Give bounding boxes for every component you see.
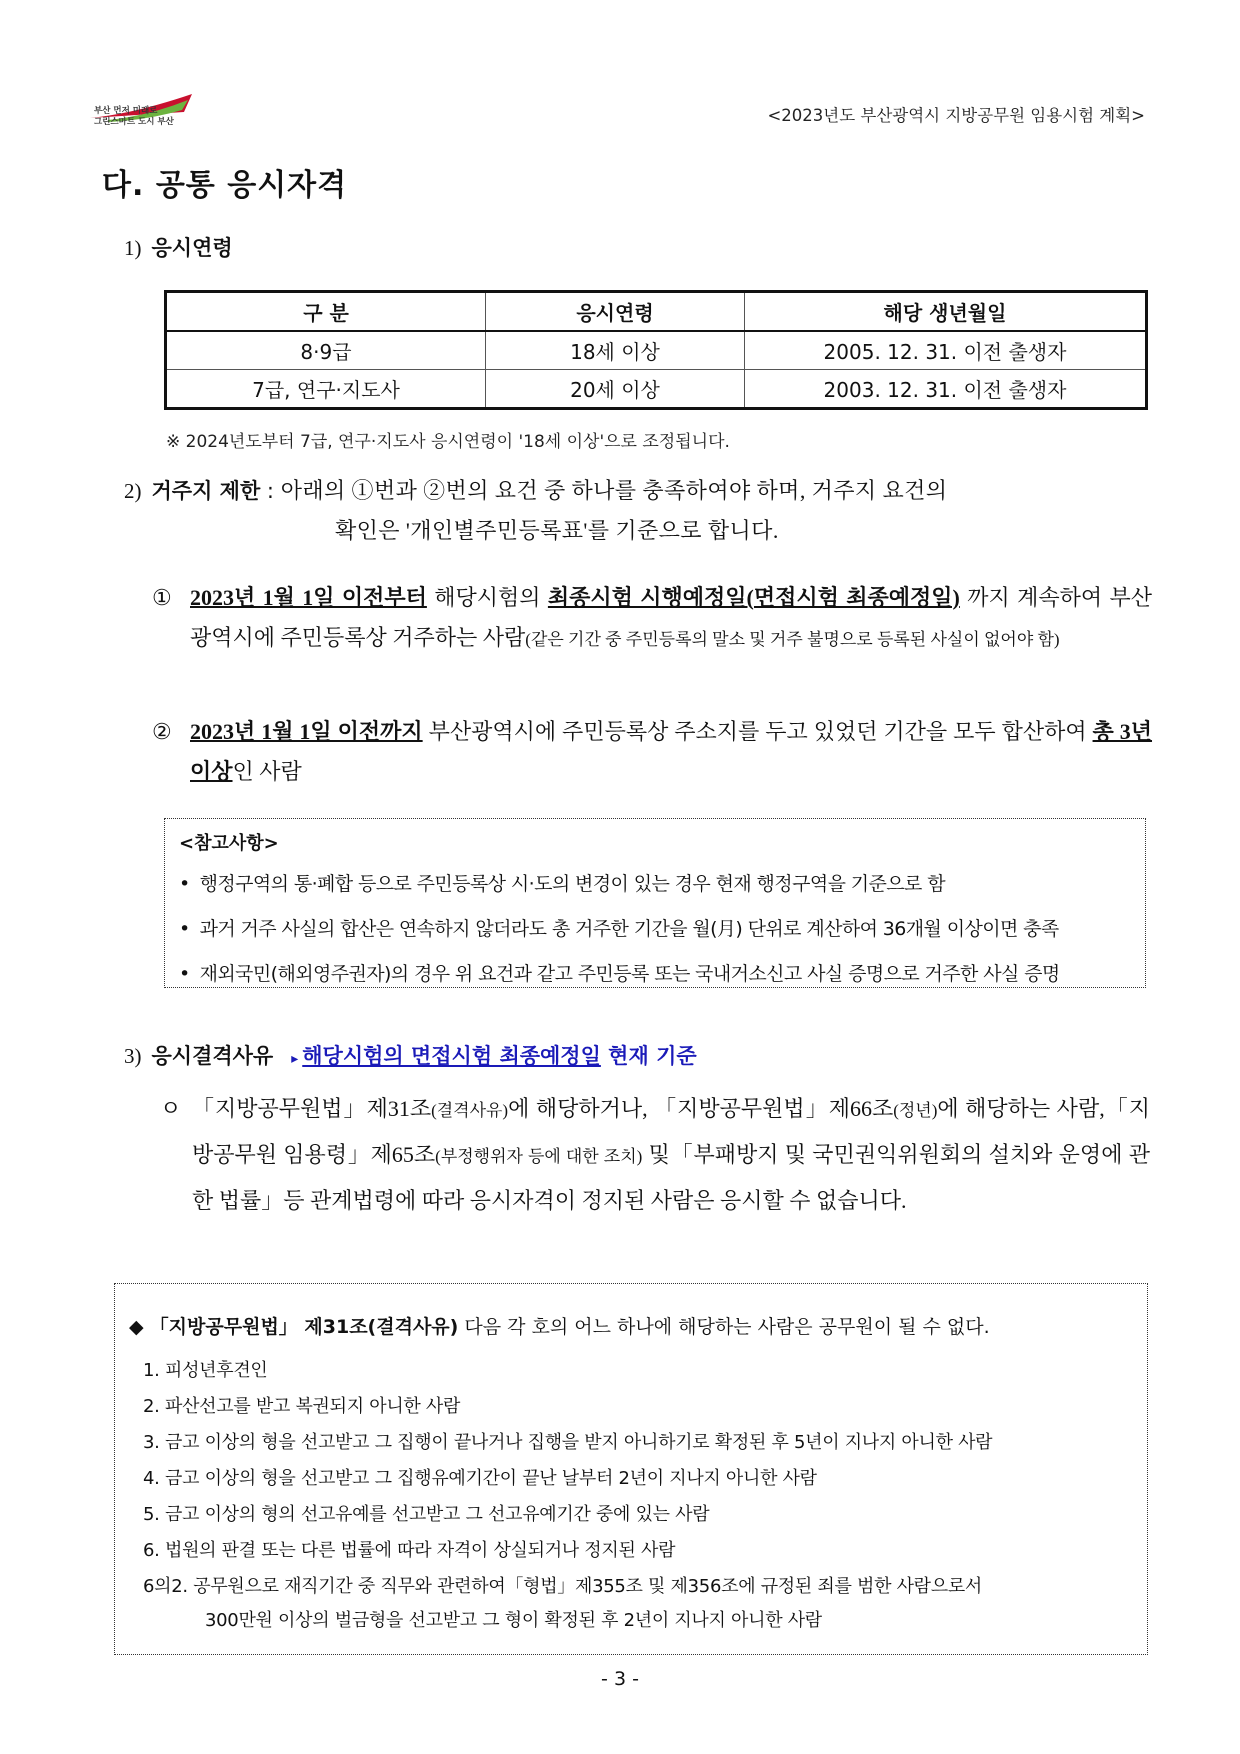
disq-basis-rest: 현재 기준 — [600, 1044, 697, 1068]
disq-heading-text: 응시결격사유 — [151, 1044, 274, 1068]
page-number: - 3 - — [601, 1668, 639, 1690]
table-cell: 20세 이상 — [486, 370, 745, 409]
item-1-bold1: 2023년 1월 1일 이전부터 — [190, 585, 427, 610]
law-title-rest: 다음 각 호의 어느 하나에 해당하는 사람은 공무원이 될 수 없다. — [458, 1316, 990, 1338]
table-row — [166, 370, 1147, 409]
disq-basis-underlined: 해당시험의 면접시험 최종예정일 — [302, 1044, 601, 1068]
list-item: • 과거 거주 사실의 합산은 연속하지 않더라도 총 거주한 기간을 월(月) 단위로 계산하여 36개월 이상이면 충족 — [179, 909, 1060, 954]
reference-list — [179, 864, 1060, 999]
residence-text1: 아래의 ①번과 ②번의 요건 중 하나를 충족하여야 하며, 거주지 요건의 — [280, 478, 948, 503]
item-2-body — [190, 712, 1152, 792]
residence-number: 2) — [124, 479, 142, 503]
item-1-mark: ① — [152, 585, 172, 610]
table-cell: 8·9급 — [166, 331, 486, 370]
table-cell: 18세 이상 — [486, 331, 745, 370]
diamond-icon: ◆ — [129, 1316, 144, 1338]
law-item-6-2-line2: 300만원 이상의 벌금형을 선고받고 그 형이 확정된 후 2년이 지나지 아니한 사람 — [205, 1610, 822, 1631]
disq-basis — [291, 1044, 696, 1068]
law-box — [114, 1283, 1148, 1655]
list-item: 6. 법원의 판결 또는 다른 법률에 따라 자격이 상실되거나 정지된 사람 — [143, 1540, 676, 1561]
table-header: 해당 생년월일 — [745, 292, 1147, 332]
table-header: 구 분 — [166, 292, 486, 332]
disq-text-4: 및「부패방지 및 국민권익위원회의 설치와 운영에 관한 법률」등 관계법령에 따라 응시자격이 정지된 사람은 응시할 수 없습니다. — [192, 1142, 1150, 1213]
circle-bullet: ㅇ — [160, 1096, 182, 1121]
residence-item-1 — [152, 578, 1152, 660]
law-item-6-2-line1: 6의2. 공무원으로 재직기간 중 직무와 관련하여「형법」제355조 및 제356조에 규정된 죄를 범한 사람으로서 — [143, 1576, 983, 1597]
item-1-text2: 까지 계속하여 부산광역시에 주민등록상 거주하는 사람 — [190, 585, 1152, 650]
residence-text2: 확인은 '개인별주민등록표'를 기준으로 합니다. — [335, 518, 779, 543]
list-item: 1. 피성년후견인 — [143, 1360, 268, 1381]
logo-line1: 부산 먼저 미래로 — [94, 106, 158, 116]
reference-title: <참고사항> — [179, 833, 279, 854]
age-note: ※ 2024년도부터 7급, 연구·지도사 응시연령이 '18세 이상'으로 조정됩니다. — [166, 432, 730, 452]
residence-item-2 — [152, 712, 1152, 792]
disqualification-heading — [124, 1040, 697, 1070]
disq-small-3: (부정행위자 등에 대한 조치) — [435, 1147, 643, 1166]
residence-label: 거주지 제한 — [151, 479, 261, 503]
law-list — [143, 1354, 1143, 1642]
residence-section — [124, 475, 1154, 547]
logo-line2: 그린스마트 도시 부산 — [94, 117, 174, 127]
law-title — [129, 1312, 990, 1339]
residence-colon: : — [260, 479, 281, 503]
item-1-body — [190, 578, 1152, 660]
item-1-small: (같은 기간 중 주민등록의 말소 및 거주 불명으로 등록된 사실이 없어야 함) — [525, 630, 1060, 649]
list-item: • 재외국민(해외영주권자)의 경우 위 요건과 같고 주민등록 또는 국내거소신고 사실 증명으로 거주한 사실 증명 — [179, 954, 1060, 999]
disq-text-3: 에 해당하는 사람,「지방공무원 임용령」제65조 — [192, 1096, 1150, 1167]
list-item: 4. 금고 이상의 형을 선고받고 그 집행유예기간이 끝난 날부터 2년이 지나지 아니한 사람 — [143, 1468, 817, 1489]
disq-small-2: (정년) — [893, 1101, 938, 1120]
list-item: 5. 금고 이상의 형의 선고유예를 선고받고 그 선고유예기간 중에 있는 사람 — [143, 1504, 710, 1525]
table-row — [166, 331, 1147, 370]
item-2-bold2: 총 3년 이상 — [190, 719, 1153, 784]
disq-number: 3) — [124, 1044, 142, 1068]
busan-logo — [88, 88, 198, 130]
disq-small-1: (결격사유) — [431, 1101, 509, 1120]
age-table — [164, 290, 1148, 410]
disq-text-2: 에 해당하거나, 「지방공무원법」제66조 — [508, 1096, 894, 1121]
item-2-bold1: 2023년 1월 1일 이전까지 — [190, 719, 423, 744]
table-header-row — [166, 292, 1147, 332]
age-heading — [124, 232, 233, 262]
table-header: 응시연령 — [486, 292, 745, 332]
document-header-title: <2023년도 부산광역시 지방공무원 임용시험 계획> — [767, 106, 1145, 125]
list-item: • 행정구역의 통·폐합 등으로 주민등록상 시·도의 변경이 있는 경우 현재 행정구역을 기준으로 함 — [179, 864, 1060, 909]
list-item: 3. 금고 이상의 형을 선고받고 그 집행이 끝나거나 집행을 받지 아니하기로 확정된 후 5년이 지나지 아니한 사람 — [143, 1432, 993, 1453]
table-cell: 2005. 12. 31. 이전 출생자 — [745, 331, 1147, 370]
section-heading: 다. 공통 응시자격 — [102, 168, 348, 203]
item-1-text1: 해당시험의 — [426, 585, 548, 610]
list-item — [143, 1570, 1143, 1642]
list-item: 2. 파산선고를 받고 복권되지 아니한 사람 — [143, 1396, 461, 1417]
disq-body — [192, 1087, 1150, 1223]
table-cell: 2003. 12. 31. 이전 출생자 — [745, 370, 1147, 409]
disqualification-paragraph — [160, 1087, 1150, 1223]
age-number: 1) — [124, 236, 142, 260]
reference-box — [164, 818, 1146, 988]
table-cell: 7급, 연구·지도사 — [166, 370, 486, 409]
age-heading-text: 응시연령 — [151, 236, 233, 260]
law-title-bold: 「지방공무원법」 제31조(결격사유) — [149, 1316, 459, 1338]
item-2-text1: 부산광역시에 주민등록상 주소지를 두고 있었던 기간을 모두 합산하여 — [422, 719, 1093, 744]
item-1-bold2: 최종시험 시행예정일(면접시험 최종예정일) — [547, 585, 960, 610]
item-2-text2: 인 사람 — [232, 759, 302, 784]
triangle-right-icon: ▸ — [291, 1051, 299, 1067]
residence-line1 — [124, 475, 1154, 507]
disq-text-1: 「지방공무원법」제31조 — [192, 1096, 432, 1121]
item-2-mark: ② — [152, 719, 172, 744]
